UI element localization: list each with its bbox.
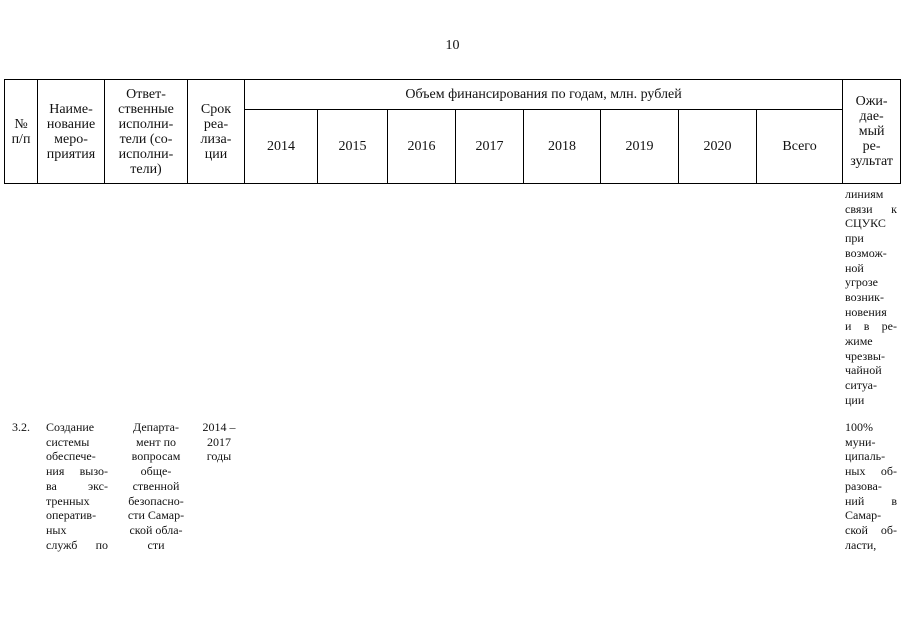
header-year-2014: 2014 bbox=[245, 110, 318, 184]
header-year-2019: 2019 bbox=[601, 110, 679, 184]
header-year-2016: 2016 bbox=[388, 110, 456, 184]
row-term: 2014 – 2017 годы bbox=[202, 420, 236, 464]
header-year-2017: 2017 bbox=[456, 110, 524, 184]
row-expected-result: 100% муни- ципаль- ных об- разова- ний в Самар- ской об- ласти, bbox=[845, 420, 897, 552]
continuation-result: линиям связи к СЦУКС при возмож- ной угрозе возник- новения и в ре- жиме чрезвы- чайной ситуа- ции bbox=[845, 187, 897, 407]
header-number: № п/п bbox=[5, 80, 38, 184]
header-total: Всего bbox=[757, 110, 843, 184]
page-number: 10 bbox=[445, 38, 460, 53]
row-executors: Департа- мент по вопросам обще- ственной безопасно- сти Самар- ской обла- сти bbox=[127, 420, 185, 552]
header-executors: Ответ- ственные исполни- тели (со- исполни- тели) bbox=[105, 80, 188, 184]
header-year-2015: 2015 bbox=[318, 110, 388, 184]
header-funding: Объем финансирования по годам, млн. рублей bbox=[245, 80, 843, 110]
row-measure-name: Создание системы обеспече- ния вызо- ва экс- тренных оператив- ных служб по bbox=[46, 420, 108, 552]
header-measure-name: Наиме- нование меро- приятия bbox=[38, 80, 105, 184]
header-term: Срок реа- лиза- ции bbox=[188, 80, 245, 184]
row-number: 3.2. bbox=[12, 420, 30, 434]
header-year-2018: 2018 bbox=[524, 110, 601, 184]
funding-table-header bbox=[4, 79, 901, 184]
header-expected-result: Ожи- дае- мый ре- зультат bbox=[843, 80, 901, 184]
header-year-2020: 2020 bbox=[679, 110, 757, 184]
